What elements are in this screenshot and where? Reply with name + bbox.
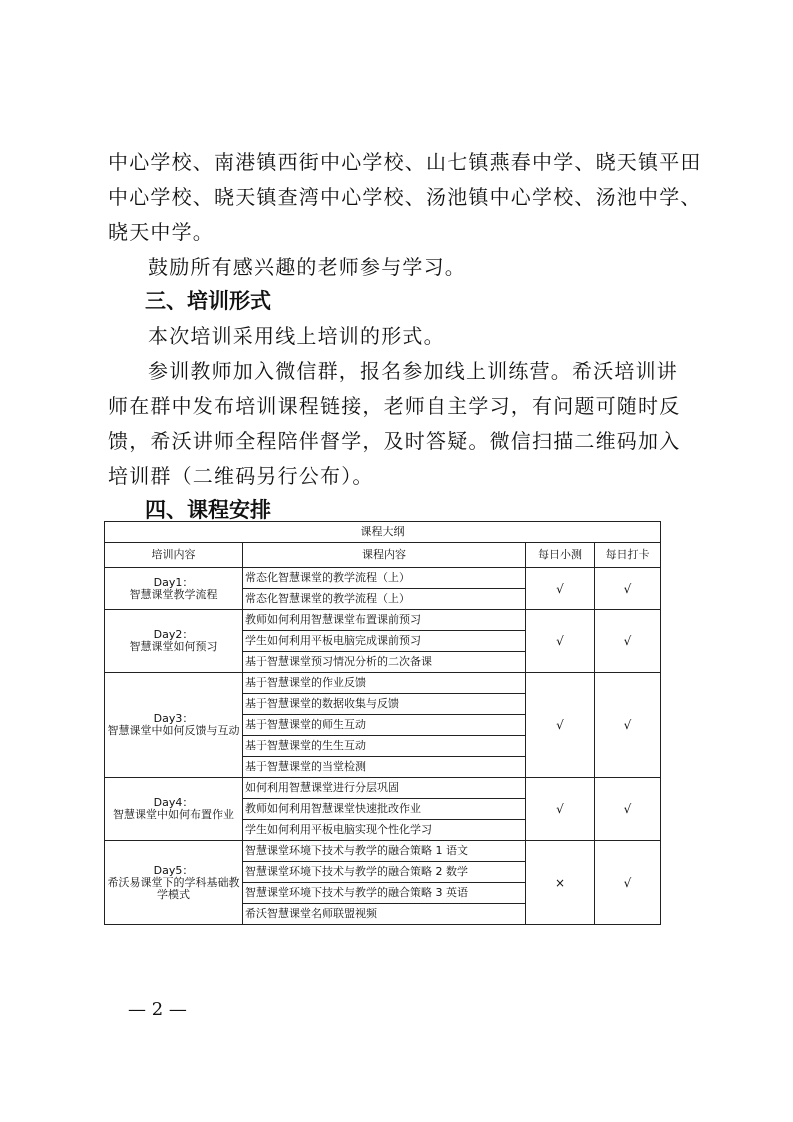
course-item: 希沃智慧课堂名师联盟视频 — [243, 904, 526, 925]
course-item: 如何利用智慧课堂进行分层巩固 — [243, 778, 526, 799]
quiz-mark: √ — [526, 568, 595, 610]
column-header: 每日打卡 — [595, 543, 661, 568]
day-label: Day5： 希沃易课堂下的学科基础教学模式 — [105, 841, 243, 925]
course-item: 常态化智慧课堂的教学流程（上） — [243, 589, 526, 610]
paragraph-line: 培训群（二维码另行公布）。 — [108, 464, 374, 488]
course-item: 基于智慧课堂的师生互动 — [243, 715, 526, 736]
course-item: 智慧课堂环境下技术与教学的融合策略 2 数学 — [243, 862, 526, 883]
paragraph-line: 鼓励所有感兴趣的老师参与学习。 — [148, 255, 466, 279]
course-item: 智慧课堂环境下技术与教学的融合策略 1 语文 — [243, 841, 526, 862]
checkin-mark: √ — [595, 841, 661, 925]
section-heading: 三、培训形式 — [145, 289, 271, 313]
checkin-mark: √ — [595, 610, 661, 673]
column-header: 每日小测 — [526, 543, 595, 568]
paragraph-line: 师在群中发布培训课程链接，老师自主学习，有问题可随时反 — [108, 394, 681, 418]
paragraph-line: 馈，希沃讲师全程陪伴督学，及时答疑。微信扫描二维码加入 — [108, 429, 681, 453]
quiz-mark: √ — [526, 778, 595, 841]
checkin-mark: √ — [595, 568, 661, 610]
column-header: 培训内容 — [105, 543, 243, 568]
paragraph-line: 参训教师加入微信群，报名参加线上训练营。希沃培训讲 — [148, 359, 678, 383]
table-title: 课程大纲 — [105, 522, 661, 543]
course-outline-table — [104, 521, 661, 925]
course-item: 教师如何利用智慧课堂快速批改作业 — [243, 799, 526, 820]
checkin-mark: √ — [595, 778, 661, 841]
day-label: Day3： 智慧课堂中如何反馈与互动 — [105, 673, 243, 778]
paragraph-line: 中心学校、晓天镇查湾中心学校、汤池镇中心学校、汤池中学、 — [108, 185, 702, 209]
course-item: 常态化智慧课堂的教学流程（上） — [243, 568, 526, 589]
course-item: 教师如何利用智慧课堂布置课前预习 — [243, 610, 526, 631]
course-item: 基于智慧课堂的当堂检测 — [243, 757, 526, 778]
course-item: 学生如何利用平板电脑完成课前预习 — [243, 631, 526, 652]
checkin-mark: √ — [595, 673, 661, 778]
course-item: 基于智慧课堂预习情况分析的二次备课 — [243, 652, 526, 673]
paragraph-line: 晓天中学。 — [108, 220, 214, 244]
paragraph-line: 中心学校、南港镇西街中心学校、山七镇燕春中学、晓天镇平田 — [108, 150, 702, 174]
column-header: 课程内容 — [243, 543, 526, 568]
course-item: 学生如何利用平板电脑实现个性化学习 — [243, 820, 526, 841]
page-number: — 2 — — [128, 999, 187, 1020]
day-label: Day4： 智慧课堂中如何布置作业 — [105, 778, 243, 841]
quiz-mark: √ — [526, 610, 595, 673]
paragraph-line: 本次培训采用线上培训的形式。 — [148, 324, 445, 348]
day-label: Day2： 智慧课堂如何预习 — [105, 610, 243, 673]
quiz-mark: × — [526, 841, 595, 925]
section-heading: 四、课程安排 — [145, 498, 271, 522]
course-item: 基于智慧课堂的生生互动 — [243, 736, 526, 757]
course-item: 基于智慧课堂的数据收集与反馈 — [243, 694, 526, 715]
day-label: Day1： 智慧课堂教学流程 — [105, 568, 243, 610]
course-item: 基于智慧课堂的作业反馈 — [243, 673, 526, 694]
quiz-mark: √ — [526, 673, 595, 778]
course-item: 智慧课堂环境下技术与教学的融合策略 3 英语 — [243, 883, 526, 904]
